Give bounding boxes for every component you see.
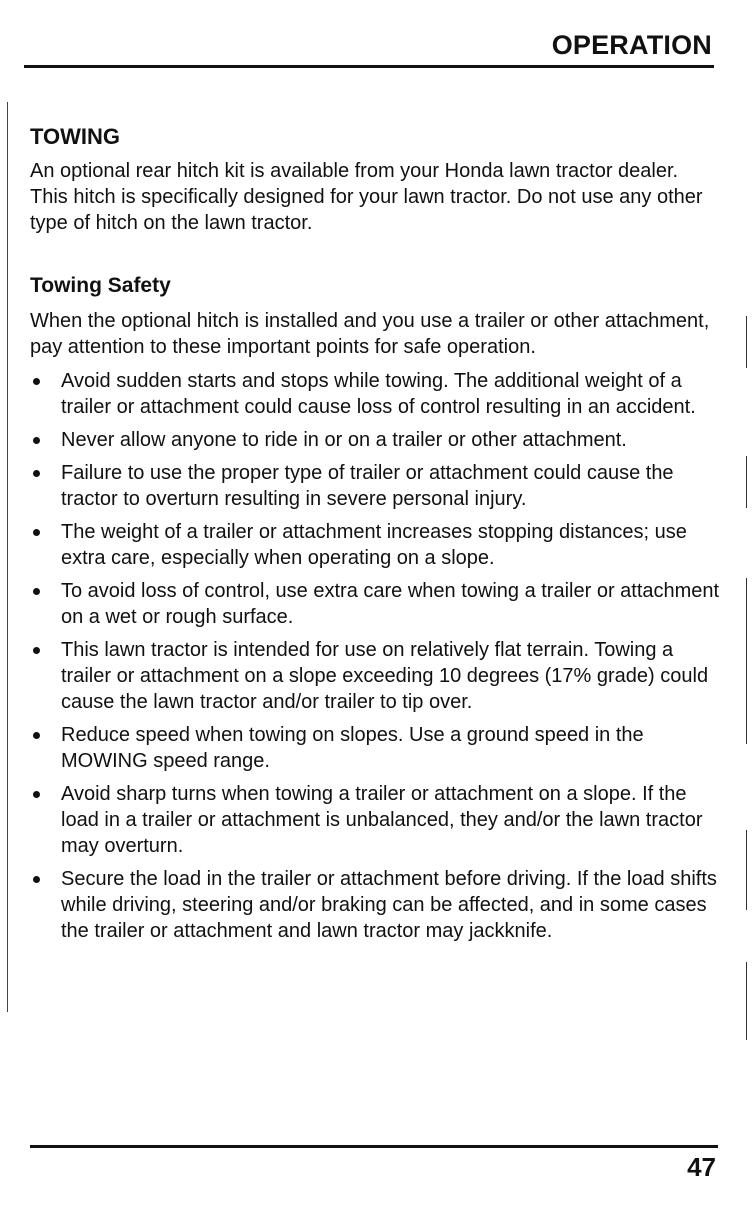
header-rule	[24, 65, 714, 68]
list-item-text: Reduce speed when towing on slopes. Use a ground speed in the MOWING speed range.	[61, 724, 644, 772]
bullet-icon	[33, 647, 40, 654]
footer-rule	[30, 1145, 718, 1148]
bullet-icon	[33, 876, 40, 883]
bullet-icon	[33, 732, 40, 739]
list-item-text: Failure to use the proper type of trailer or attachment could cause the tractor to overturn resulting in severe personal injury.	[61, 462, 674, 510]
towing-safety-list	[30, 368, 720, 944]
right-margin-mark	[746, 962, 747, 1040]
list-item-text: To avoid loss of control, use extra care when towing a trailer or attachment on a wet or rough surface.	[61, 580, 720, 628]
section-title-towing: TOWING	[30, 124, 121, 149]
towing-safety-lead-paragraph: When the optional hitch is installed and you use a trailer or other attachment, pay attention to these important points for safe operation.	[30, 310, 710, 358]
list-item	[30, 722, 720, 774]
left-margin-line	[7, 102, 8, 1012]
bullet-icon	[33, 529, 40, 536]
bullet-icon	[33, 378, 40, 385]
page-number: 47	[687, 1152, 716, 1182]
list-item-text: Avoid sudden starts and stops while towing. The additional weight of a trailer or attachment could cause loss of control resulting in an accident.	[61, 370, 696, 418]
list-item-text: Secure the load in the trailer or attachment before driving. If the load shifts while driving, steering and/or braking can be affected, and in some cases the trailer or attachment and lawn tractor may jackknife.	[61, 868, 717, 942]
towing-intro-paragraph: An optional rear hitch kit is available from your Honda lawn tractor dealer. This hitch is specifically designed for your lawn tractor. Do not use any other type of hitch on the lawn tractor.	[30, 160, 703, 234]
list-item	[30, 866, 720, 944]
subsection-title-towing-safety: Towing Safety	[30, 274, 171, 297]
list-item-text: The weight of a trailer or attachment increases stopping distances; use extra care, especially when operating on a slope.	[61, 521, 687, 569]
list-item	[30, 781, 720, 859]
bullet-icon	[33, 791, 40, 798]
right-margin-mark	[746, 578, 747, 744]
list-item-text: This lawn tractor is intended for use on relatively flat terrain. Towing a trailer or attachment on a slope exceeding 10 degrees (17% grade) could cause the lawn tractor and/or trailer to tip over.	[61, 639, 709, 713]
list-item	[30, 519, 720, 571]
bullet-icon	[33, 588, 40, 595]
right-margin-mark	[746, 456, 747, 508]
bullet-icon	[33, 437, 40, 444]
list-item-text: Avoid sharp turns when towing a trailer or attachment on a slope. If the load in a trailer or attachment is unbalanced, they and/or the lawn tractor may overturn.	[61, 783, 703, 857]
right-margin-mark	[746, 316, 747, 368]
right-margin-mark	[746, 830, 747, 910]
list-item	[30, 578, 720, 630]
list-item	[30, 637, 720, 715]
list-item-text: Never allow anyone to ride in or on a trailer or other attachment.	[61, 429, 627, 451]
page-content	[30, 122, 720, 951]
list-item	[30, 460, 720, 512]
list-item	[30, 368, 720, 420]
bullet-icon	[33, 470, 40, 477]
list-item	[30, 427, 720, 453]
page-header-title: OPERATION	[551, 30, 712, 60]
